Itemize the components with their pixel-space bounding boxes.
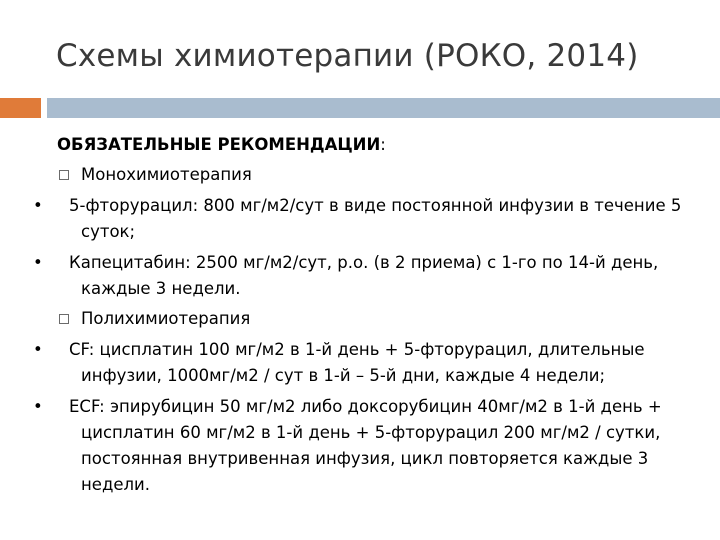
recommendations-heading [57, 132, 712, 158]
accent-bar [0, 98, 41, 118]
slide-title: Схемы химиотерапии (РОКО, 2014) [56, 38, 639, 74]
heading-colon: : [380, 135, 386, 154]
section-polytherapy [57, 306, 712, 332]
list-item-text: ECF: эпирубицин 50 мг/м2 либо доксорубицин 40мг/м2 в 1-й день + цисплатин 60 мг/м2 в 1-й день + 5-фторурацил 200 мг/м2 / сутки, постоянная внутривенная инфузия, цикл повторяется каждые 3 недели. [69, 397, 662, 494]
list-item [33, 193, 712, 245]
bullet-icon: • [33, 253, 43, 272]
bullet-icon: • [33, 196, 43, 215]
list-item-text: Капецитабин: 2500 мг/м2/сут, р.о. (в 2 приема) с 1-го по 14-й день, каждые 3 недели. [69, 253, 659, 298]
bullet-icon: • [33, 397, 43, 416]
list-item [33, 250, 712, 302]
section-label: Полихимиотерапия [81, 309, 251, 328]
list-item [33, 337, 712, 389]
section-monotherapy [57, 162, 712, 188]
section-label: Монохимиотерапия [81, 165, 252, 184]
list-item-text: CF: цисплатин 100 мг/м2 в 1-й день + 5-фторурацил, длительные инфузии, 1000мг/м2 / сут в 1-й – 5-й дни, каждые 4 недели; [69, 340, 645, 385]
recommendations-heading-text: ОБЯЗАТЕЛЬНЫЕ РЕКОМЕНДАЦИИ [57, 135, 381, 154]
checkbox-icon [59, 314, 69, 324]
bullet-icon: • [33, 340, 43, 359]
title-underline-bar [47, 98, 720, 118]
list-item-text: 5-фторурацил: 800 мг/м2/сут в виде постоянной инфузии в течение 5 суток; [69, 196, 682, 241]
slide-content [33, 132, 712, 498]
list-item [33, 394, 712, 498]
checkbox-icon [59, 170, 69, 180]
